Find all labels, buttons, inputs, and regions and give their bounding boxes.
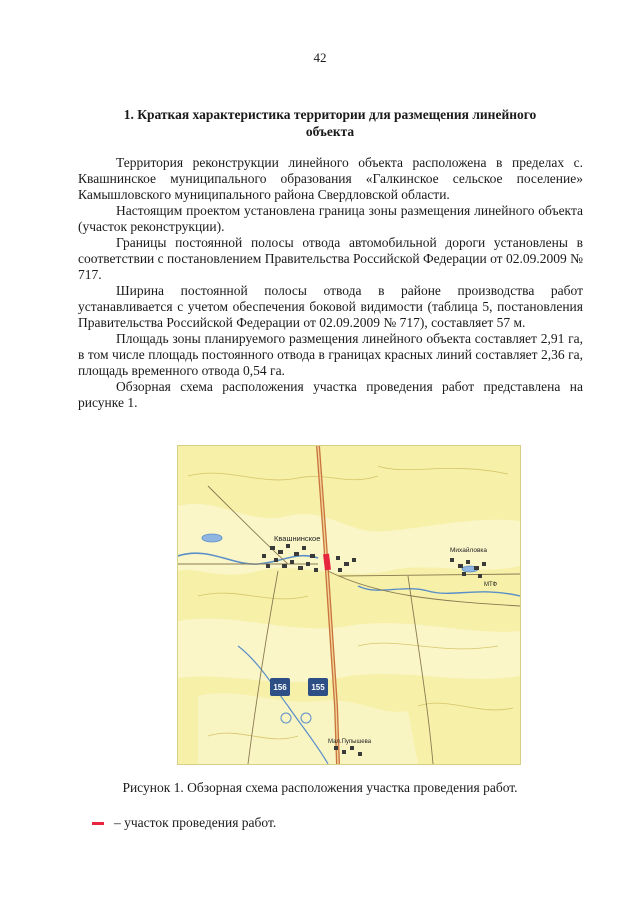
paragraph: Площадь зоны планируемого размещения линейного объекта составляет 2,91 га, в том числе площадь постоянного отвода в границах красных линий составляет 2,36 га, площадь временного отвода 0,54 га. — [78, 331, 583, 378]
map-label-east: Михайловка — [450, 547, 488, 554]
overview-map — [178, 446, 520, 764]
legend-swatch — [92, 822, 104, 825]
km-marker-right-label: 155 — [311, 683, 325, 692]
km-marker-left — [270, 678, 290, 696]
km-marker-right — [308, 678, 328, 696]
map-legend — [92, 815, 276, 831]
km-marker-left-label: 156 — [273, 683, 287, 692]
page-number: 42 — [313, 50, 327, 65]
paragraph: Границы постоянной полосы отвода автомобильной дороги установлены в соответствии с постановлением Правительства Российской Федерации от 02.09.2009 № 717. — [78, 235, 583, 282]
body-text — [78, 155, 583, 411]
lake — [202, 534, 222, 542]
section-heading: 1. Краткая характеристика территории для размещения линейного объекта — [123, 107, 537, 139]
figure-caption: Рисунок 1. Обзорная схема расположения участка проведения работ. — [122, 780, 518, 795]
paragraph: Настоящим проектом установлена граница зоны размещения линейного объекта (участок реконструкции). — [78, 203, 583, 234]
paragraph: Территория реконструкции линейного объекта расположена в пределах с. Квашнинское муниципального образования «Галкинское сельское поселение» Камышловского муниципального района Свердловской области. — [78, 155, 583, 202]
legend-label: – участок проведения работ. — [114, 815, 277, 830]
map-label-farm: МТФ — [484, 582, 498, 588]
map-label-south: Мал.Пупышева — [328, 739, 372, 745]
paragraph: Ширина постоянной полосы отвода в районе производства работ устанавливается с учетом обеспечения боковой видимости (таблица 5, постановления Правительства Российской Федерации от 02.09.2009 № 717), составляет 57 м. — [78, 283, 583, 330]
work-segment — [326, 554, 328, 570]
paragraph: Обзорная схема расположения участка проведения работ представлена на рисунке 1. — [78, 379, 583, 410]
map-label-main: Квашнинское — [274, 534, 321, 543]
